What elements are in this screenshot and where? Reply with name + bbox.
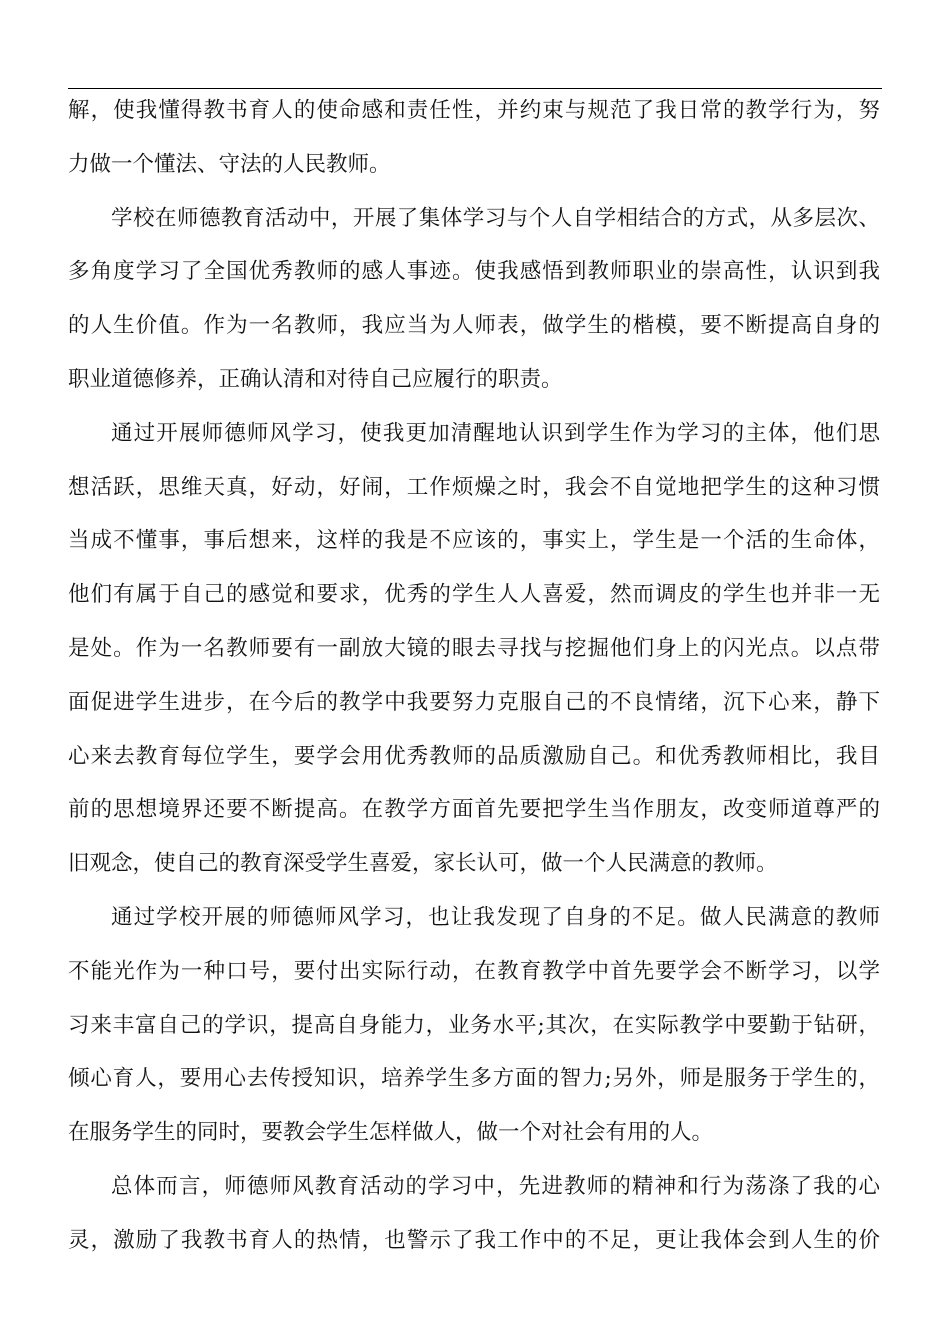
text-line: 前的思想境界还要不断提高。在教学方面首先要把学生当作朋友，改变师道尊严的 bbox=[68, 797, 880, 823]
text-line: 解，使我懂得教书育人的使命感和责任性，并约束与规范了我日常的教学行为，努 bbox=[68, 98, 880, 123]
text-line: 多角度学习了全国优秀教师的感人事迹。使我感悟到教师职业的崇高性，认识到我 bbox=[68, 259, 880, 285]
body-text bbox=[68, 84, 888, 1268]
text-line: 旧观念，使自己的教育深受学生喜爱，家长认可，做一个人民满意的教师。 bbox=[68, 851, 778, 877]
text-line: 的人生价值。作为一名教师，我应当为人师表，做学生的楷模，要不断提高自身的 bbox=[68, 313, 880, 339]
text-line: 灵，激励了我教书育人的热情，也警示了我工作中的不足，更让我体会到人生的价 bbox=[68, 1227, 880, 1253]
paragraph-first-line: 总体而言，师德师风教育活动的学习中，先进教师的精神和行为荡涤了我的心 bbox=[111, 1173, 880, 1199]
text-line: 心来去教育每位学生，要学会用优秀教师的品质激励自己。和优秀教师相比，我目 bbox=[68, 743, 880, 769]
text-line: 职业道德修养，正确认清和对待自己应履行的职责。 bbox=[68, 366, 563, 392]
text-line: 习来丰富自己的学识，提高自身能力，业务水平;其次，在实际教学中要勤于钻研， bbox=[68, 1012, 880, 1038]
text-line: 当成不懂事，事后想来，这样的我是不应该的，事实上，学生是一个活的生命体， bbox=[68, 528, 880, 554]
text-line: 力做一个懂法、守法的人民教师。 bbox=[68, 151, 391, 177]
paragraph-first-line: 通过开展师德师风学习，使我更加清醒地认识到学生作为学习的主体，他们思 bbox=[111, 420, 880, 446]
text-line: 不能光作为一种口号，要付出实际行动，在教育教学中首先要学会不断学习，以学 bbox=[68, 958, 880, 984]
text-line: 倾心育人，要用心去传授知识，培养学生多方面的智力;另外，师是服务于学生的， bbox=[68, 1066, 880, 1092]
text-line: 面促进学生进步，在今后的教学中我要努力克服自己的不良情绪，沉下心来，静下 bbox=[68, 689, 880, 715]
paragraph-first-line: 学校在师德教育活动中，开展了集体学习与个人自学相结合的方式，从多层次、 bbox=[111, 205, 880, 231]
text-line: 是处。作为一名教师要有一副放大镜的眼去寻找与挖掘他们身上的闪光点。以点带 bbox=[68, 635, 880, 661]
text-line: 他们有属于自己的感觉和要求，优秀的学生人人喜爱，然而调皮的学生也并非一无 bbox=[68, 582, 880, 608]
paragraph-first-line: 通过学校开展的师德师风学习，也让我发现了自身的不足。做人民满意的教师 bbox=[111, 904, 880, 930]
text-line: 想活跃，思维天真，好动，好闹，工作烦燥之时，我会不自觉地把学生的这种习惯 bbox=[68, 474, 880, 500]
text-line: 在服务学生的同时，要教会学生怎样做人，做一个对社会有用的人。 bbox=[68, 1120, 714, 1146]
